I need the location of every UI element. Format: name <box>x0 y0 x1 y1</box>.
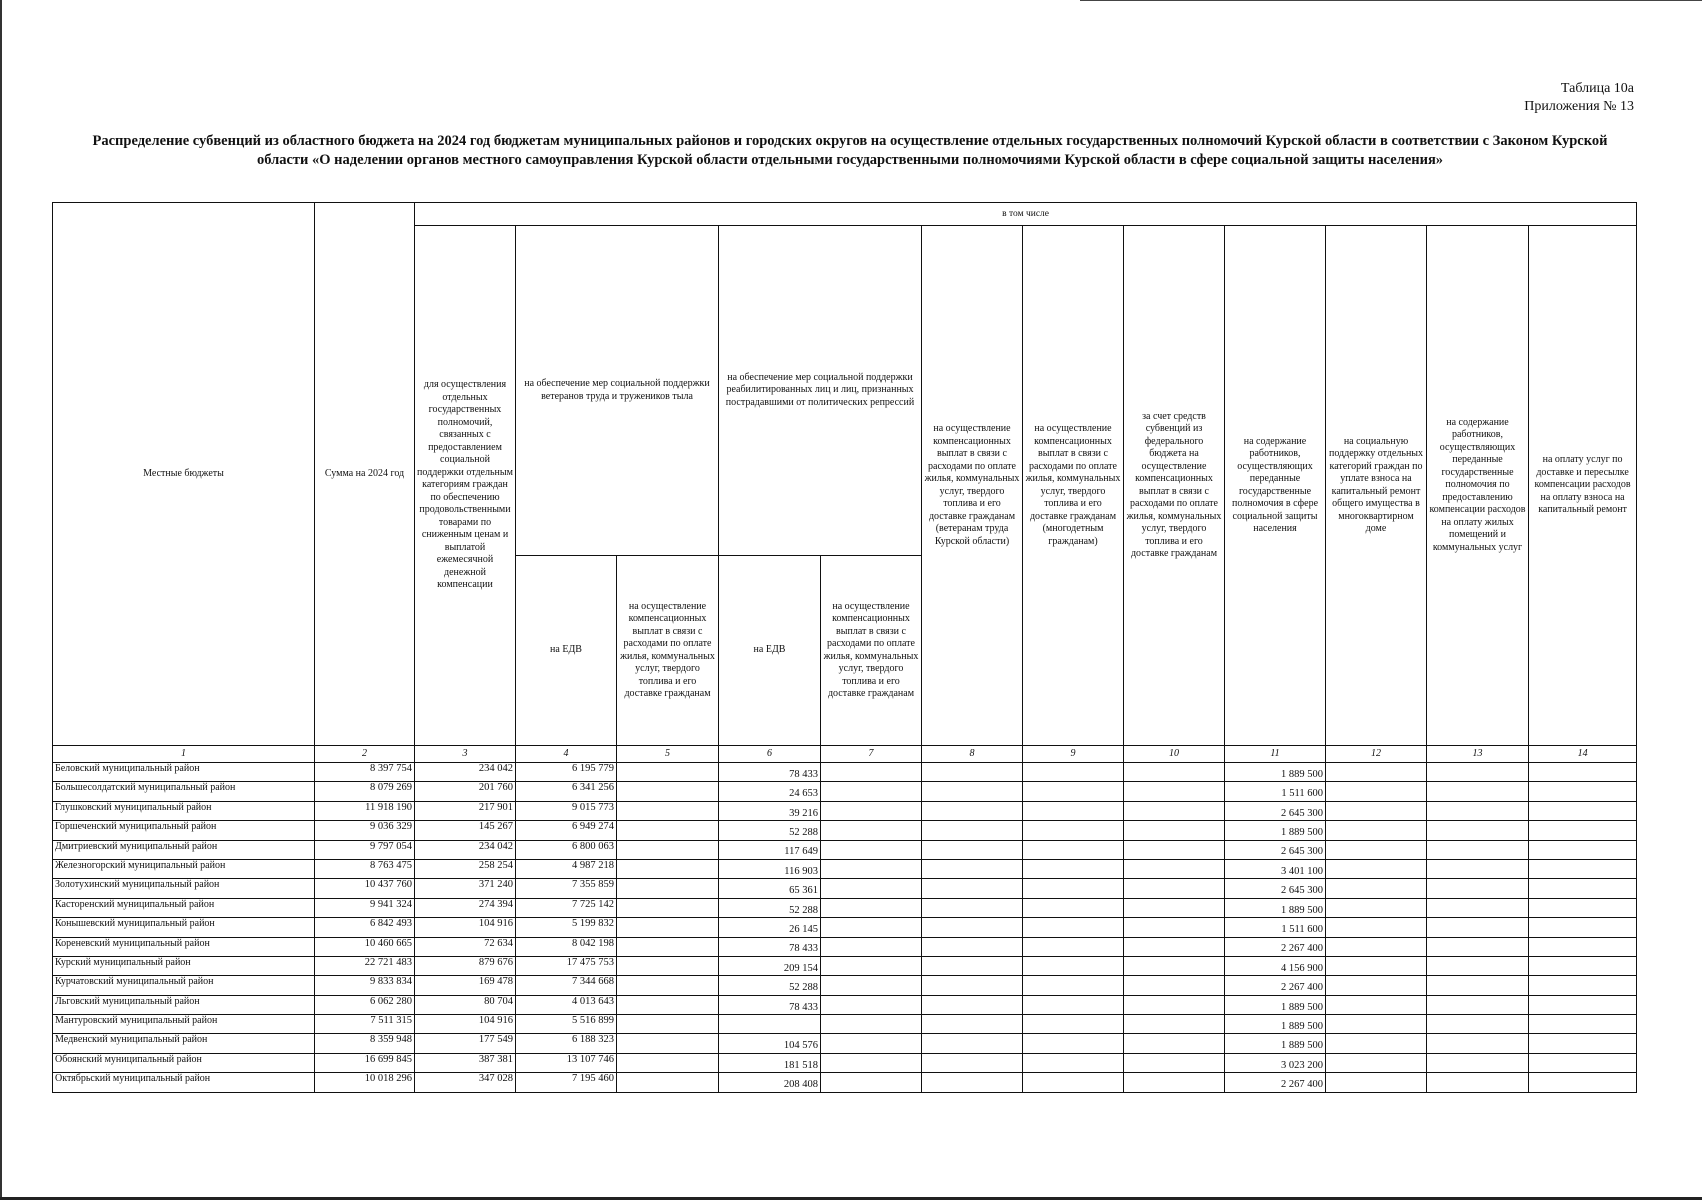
cell-col-7 <box>821 995 922 1014</box>
cell-col-9 <box>1023 956 1124 975</box>
cell-col-8 <box>922 937 1023 956</box>
cell-col-12 <box>1326 859 1427 878</box>
cell-col-10 <box>1124 898 1225 917</box>
table-row <box>53 898 1637 917</box>
table-body <box>53 763 1637 1093</box>
cell-col-10 <box>1124 1015 1225 1034</box>
cell-col-13 <box>1427 1053 1529 1072</box>
table-row <box>53 1073 1637 1092</box>
table-row <box>53 821 1637 840</box>
cell-col-7 <box>821 763 922 782</box>
cell-col-14 <box>1529 801 1637 820</box>
cell-col-13 <box>1427 859 1529 878</box>
cell-col-9 <box>1023 801 1124 820</box>
cell-col-5 <box>617 976 719 995</box>
cell-col-5 <box>617 956 719 975</box>
cell-col-12 <box>1326 898 1427 917</box>
column-number-row <box>53 746 1637 763</box>
cell-municipality: Дмитриевский муниципальный район <box>53 840 315 859</box>
cell-col-12 <box>1326 801 1427 820</box>
cell-col-12 <box>1326 763 1427 782</box>
cell-col-4: 13 107 746 <box>516 1053 617 1072</box>
cell-sum-2024: 10 437 760 <box>315 879 415 898</box>
cell-col-7 <box>821 1053 922 1072</box>
cell-col-4: 6 195 779 <box>516 763 617 782</box>
cell-col-3: 169 478 <box>415 976 516 995</box>
cell-col-12 <box>1326 956 1427 975</box>
cell-municipality: Конышевский муниципальный район <box>53 918 315 937</box>
subvention-table <box>52 202 1637 1093</box>
cell-col-8 <box>922 879 1023 898</box>
cell-col-7 <box>821 1034 922 1053</box>
scan-left-edge <box>0 0 2 1200</box>
cell-col-3: 234 042 <box>415 763 516 782</box>
cell-col-6: 117 649 <box>719 840 821 859</box>
cell-sum-2024: 6 842 493 <box>315 918 415 937</box>
table-reference <box>1524 80 1634 116</box>
cell-col-14 <box>1529 821 1637 840</box>
cell-col-11: 1 889 500 <box>1225 763 1326 782</box>
cell-col-6: 116 903 <box>719 859 821 878</box>
cell-col-13 <box>1427 1015 1529 1034</box>
cell-sum-2024: 8 079 269 <box>315 782 415 801</box>
cell-col-7 <box>821 782 922 801</box>
cell-col-9 <box>1023 821 1124 840</box>
cell-col-14 <box>1529 937 1637 956</box>
column-number: 12 <box>1326 746 1427 763</box>
cell-sum-2024: 11 918 190 <box>315 801 415 820</box>
cell-col-6: 24 653 <box>719 782 821 801</box>
cell-col-6: 209 154 <box>719 956 821 975</box>
cell-municipality: Беловский муниципальный район <box>53 763 315 782</box>
cell-col-12 <box>1326 1073 1427 1092</box>
cell-col-14 <box>1529 840 1637 859</box>
cell-sum-2024: 9 941 324 <box>315 898 415 917</box>
cell-col-5 <box>617 898 719 917</box>
cell-col-8 <box>922 763 1023 782</box>
cell-col-5 <box>617 801 719 820</box>
cell-col-13 <box>1427 995 1529 1014</box>
cell-col-8 <box>922 995 1023 1014</box>
cell-col-12 <box>1326 937 1427 956</box>
cell-col-7 <box>821 801 922 820</box>
cell-municipality: Льговский муниципальный район <box>53 995 315 1014</box>
cell-col-13 <box>1427 918 1529 937</box>
cell-col-8 <box>922 821 1023 840</box>
appendix-number: Приложения № 13 <box>1524 99 1634 114</box>
cell-municipality: Большесолдатский муниципальный район <box>53 782 315 801</box>
column-number: 6 <box>719 746 821 763</box>
cell-col-6: 39 216 <box>719 801 821 820</box>
cell-col-7 <box>821 918 922 937</box>
cell-col-10 <box>1124 918 1225 937</box>
table-row <box>53 976 1637 995</box>
cell-col-9 <box>1023 840 1124 859</box>
scan-top-edge <box>1080 0 1702 1</box>
cell-col-13 <box>1427 801 1529 820</box>
cell-col-12 <box>1326 918 1427 937</box>
column-number: 5 <box>617 746 719 763</box>
cell-col-14 <box>1529 1015 1637 1034</box>
cell-col-6: 208 408 <box>719 1073 821 1092</box>
cell-col-8 <box>922 782 1023 801</box>
header-col-3: для осуществления отдельных государственных полномочий, связанных с предоставлением социальной поддержки отдельным категориям граждан по обеспечению продовольственными товарами по сниженным ценам и выплатой ежемесячной денежной компенсации <box>415 226 516 746</box>
column-number: 7 <box>821 746 922 763</box>
table-row <box>53 1034 1637 1053</box>
cell-col-13 <box>1427 879 1529 898</box>
cell-municipality: Обоянский муниципальный район <box>53 1053 315 1072</box>
cell-col-4: 6 949 274 <box>516 821 617 840</box>
cell-col-10 <box>1124 937 1225 956</box>
cell-col-12 <box>1326 782 1427 801</box>
cell-col-6: 65 361 <box>719 879 821 898</box>
cell-col-11: 1 889 500 <box>1225 1015 1326 1034</box>
cell-col-6: 78 433 <box>719 763 821 782</box>
cell-col-8 <box>922 859 1023 878</box>
header-col-11: на содержание работников, осуществляющих переданные государственные полномочия в сфере социальной защиты населения <box>1225 226 1326 746</box>
cell-col-13 <box>1427 956 1529 975</box>
cell-col-11: 2 645 300 <box>1225 879 1326 898</box>
header-col-4-edv: на ЕДВ <box>516 556 617 746</box>
cell-col-5 <box>617 1015 719 1034</box>
cell-municipality: Касторенский муниципальный район <box>53 898 315 917</box>
cell-col-14 <box>1529 976 1637 995</box>
cell-col-3: 104 916 <box>415 1015 516 1034</box>
cell-col-9 <box>1023 879 1124 898</box>
cell-col-12 <box>1326 976 1427 995</box>
cell-col-9 <box>1023 763 1124 782</box>
cell-sum-2024: 9 833 834 <box>315 976 415 995</box>
cell-col-13 <box>1427 763 1529 782</box>
cell-sum-2024: 9 797 054 <box>315 840 415 859</box>
cell-col-3: 258 254 <box>415 859 516 878</box>
cell-col-10 <box>1124 782 1225 801</box>
cell-municipality: Мантуровский муниципальный район <box>53 1015 315 1034</box>
cell-sum-2024: 6 062 280 <box>315 995 415 1014</box>
cell-municipality: Медвенский муниципальный район <box>53 1034 315 1053</box>
cell-col-11: 1 511 600 <box>1225 918 1326 937</box>
cell-col-8 <box>922 1015 1023 1034</box>
cell-col-11: 2 267 400 <box>1225 1073 1326 1092</box>
table-row <box>53 859 1637 878</box>
cell-col-4: 8 042 198 <box>516 937 617 956</box>
cell-col-11: 2 645 300 <box>1225 801 1326 820</box>
cell-col-9 <box>1023 1034 1124 1053</box>
cell-col-9 <box>1023 898 1124 917</box>
header-col-9: на осуществление компенсационных выплат в связи с расходами по оплате жилья, коммунальных услуг, твердого топлива и его доставке гражданам (многодетным гражданам) <box>1023 226 1124 746</box>
cell-col-6: 181 518 <box>719 1053 821 1072</box>
cell-col-13 <box>1427 1034 1529 1053</box>
cell-col-4: 5 199 832 <box>516 918 617 937</box>
cell-municipality: Золотухинский муниципальный район <box>53 879 315 898</box>
cell-col-7 <box>821 956 922 975</box>
header-col-14: на оплату услуг по доставке и пересылке компенсации расходов на оплату взноса на капитальный ремонт <box>1529 226 1637 746</box>
column-number: 8 <box>922 746 1023 763</box>
cell-col-12 <box>1326 879 1427 898</box>
cell-col-10 <box>1124 956 1225 975</box>
cell-col-8 <box>922 801 1023 820</box>
cell-col-6: 52 288 <box>719 821 821 840</box>
cell-sum-2024: 7 511 315 <box>315 1015 415 1034</box>
table-row <box>53 918 1637 937</box>
table-row <box>53 801 1637 820</box>
cell-col-10 <box>1124 840 1225 859</box>
cell-col-6: 52 288 <box>719 976 821 995</box>
cell-col-3: 145 267 <box>415 821 516 840</box>
cell-municipality: Октябрьский муниципальный район <box>53 1073 315 1092</box>
cell-col-6 <box>719 1015 821 1034</box>
cell-col-14 <box>1529 898 1637 917</box>
cell-col-3: 347 028 <box>415 1073 516 1092</box>
cell-col-3: 217 901 <box>415 801 516 820</box>
table-row <box>53 840 1637 859</box>
cell-col-12 <box>1326 1015 1427 1034</box>
cell-col-11: 1 511 600 <box>1225 782 1326 801</box>
cell-col-13 <box>1427 937 1529 956</box>
cell-col-12 <box>1326 840 1427 859</box>
cell-col-14 <box>1529 1053 1637 1072</box>
cell-sum-2024: 22 721 483 <box>315 956 415 975</box>
cell-col-12 <box>1326 1053 1427 1072</box>
cell-col-11: 2 645 300 <box>1225 840 1326 859</box>
header-col-6-edv: на ЕДВ <box>719 556 821 746</box>
cell-col-7 <box>821 840 922 859</box>
cell-col-7 <box>821 821 922 840</box>
cell-col-10 <box>1124 879 1225 898</box>
cell-col-5 <box>617 1053 719 1072</box>
column-number: 10 <box>1124 746 1225 763</box>
cell-municipality: Курчатовский муниципальный район <box>53 976 315 995</box>
column-number: 14 <box>1529 746 1637 763</box>
cell-col-3: 274 394 <box>415 898 516 917</box>
cell-col-11: 1 889 500 <box>1225 1034 1326 1053</box>
cell-col-11: 4 156 900 <box>1225 956 1326 975</box>
table-row <box>53 956 1637 975</box>
cell-col-10 <box>1124 1034 1225 1053</box>
cell-col-5 <box>617 1034 719 1053</box>
cell-col-4: 7 725 142 <box>516 898 617 917</box>
document-title: Распределение субвенций из областного бюджета на 2024 год бюджетам муниципальных районов и городских округов на осуществление отдельных государственных полномочий Курской области в соответствии с Законом Курской области «О наделении органов местного самоуправления Курской области отдельными государственными полномочиями Курской области в сфере социальной защиты населения» <box>92 133 1608 168</box>
cell-col-11: 2 267 400 <box>1225 976 1326 995</box>
cell-col-4: 7 344 668 <box>516 976 617 995</box>
cell-col-4: 6 800 063 <box>516 840 617 859</box>
header-including: в том числе <box>415 203 1637 226</box>
cell-col-12 <box>1326 995 1427 1014</box>
header-local-budgets: Местные бюджеты <box>53 203 315 746</box>
column-number: 11 <box>1225 746 1326 763</box>
cell-col-10 <box>1124 859 1225 878</box>
cell-col-6: 26 145 <box>719 918 821 937</box>
cell-col-14 <box>1529 782 1637 801</box>
cell-col-9 <box>1023 859 1124 878</box>
cell-municipality: Горшеченский муниципальный район <box>53 821 315 840</box>
table-row <box>53 782 1637 801</box>
cell-col-13 <box>1427 976 1529 995</box>
cell-col-7 <box>821 879 922 898</box>
cell-col-10 <box>1124 821 1225 840</box>
cell-col-3: 72 634 <box>415 937 516 956</box>
cell-col-13 <box>1427 840 1529 859</box>
cell-col-8 <box>922 956 1023 975</box>
cell-col-5 <box>617 937 719 956</box>
cell-col-8 <box>922 918 1023 937</box>
column-number: 13 <box>1427 746 1529 763</box>
cell-col-14 <box>1529 879 1637 898</box>
cell-sum-2024: 10 460 665 <box>315 937 415 956</box>
header-col-5-compensation: на осуществление компенсационных выплат в связи с расходами по оплате жилья, коммунальных услуг, твердого топлива и его доставке гражданам <box>617 556 719 746</box>
cell-col-14 <box>1529 1034 1637 1053</box>
cell-col-6: 78 433 <box>719 937 821 956</box>
cell-col-10 <box>1124 763 1225 782</box>
cell-col-3: 879 676 <box>415 956 516 975</box>
cell-col-5 <box>617 995 719 1014</box>
cell-sum-2024: 8 359 948 <box>315 1034 415 1053</box>
table-number: Таблица 10а <box>1560 81 1634 96</box>
header-sum-2024: Сумма на 2024 год <box>315 203 415 746</box>
cell-col-11: 1 889 500 <box>1225 821 1326 840</box>
column-number: 3 <box>415 746 516 763</box>
cell-col-13 <box>1427 1073 1529 1092</box>
table-row <box>53 763 1637 782</box>
cell-col-4: 6 188 323 <box>516 1034 617 1053</box>
cell-municipality: Кореневский муниципальный район <box>53 937 315 956</box>
cell-col-7 <box>821 1073 922 1092</box>
cell-municipality: Глушковский муниципальный район <box>53 801 315 820</box>
cell-col-9 <box>1023 995 1124 1014</box>
cell-col-13 <box>1427 782 1529 801</box>
cell-col-5 <box>617 763 719 782</box>
cell-col-8 <box>922 1053 1023 1072</box>
cell-col-14 <box>1529 1073 1637 1092</box>
cell-col-11: 3 023 200 <box>1225 1053 1326 1072</box>
cell-col-6: 78 433 <box>719 995 821 1014</box>
table-row <box>53 937 1637 956</box>
cell-col-5 <box>617 859 719 878</box>
cell-col-9 <box>1023 937 1124 956</box>
cell-col-9 <box>1023 918 1124 937</box>
cell-col-4: 7 355 859 <box>516 879 617 898</box>
cell-col-3: 201 760 <box>415 782 516 801</box>
cell-col-13 <box>1427 898 1529 917</box>
cell-col-3: 234 042 <box>415 840 516 859</box>
cell-col-3: 177 549 <box>415 1034 516 1053</box>
cell-col-14 <box>1529 918 1637 937</box>
column-number: 1 <box>53 746 315 763</box>
cell-col-4: 17 475 753 <box>516 956 617 975</box>
header-col-8: на осуществление компенсационных выплат в связи с расходами по оплате жилья, коммунальных услуг, твердого топлива и его доставке гражданам (ветеранам труда Курской области) <box>922 226 1023 746</box>
cell-col-12 <box>1326 821 1427 840</box>
header-group-rehabilitated: на обеспечение мер социальной поддержки реабилитированных лиц и лиц, признанных пострадавшими от политических репрессий <box>719 226 922 556</box>
cell-col-4: 9 015 773 <box>516 801 617 820</box>
cell-col-9 <box>1023 976 1124 995</box>
cell-col-3: 104 916 <box>415 918 516 937</box>
cell-col-8 <box>922 898 1023 917</box>
cell-col-7 <box>821 1015 922 1034</box>
cell-col-9 <box>1023 782 1124 801</box>
header-col-7-compensation: на осуществление компенсационных выплат в связи с расходами по оплате жилья, коммунальных услуг, твердого топлива и его доставке гражданам <box>821 556 922 746</box>
cell-col-10 <box>1124 1053 1225 1072</box>
cell-col-14 <box>1529 956 1637 975</box>
cell-col-9 <box>1023 1073 1124 1092</box>
cell-col-3: 387 381 <box>415 1053 516 1072</box>
cell-col-8 <box>922 840 1023 859</box>
cell-sum-2024: 9 036 329 <box>315 821 415 840</box>
column-number: 2 <box>315 746 415 763</box>
cell-col-14 <box>1529 763 1637 782</box>
cell-col-9 <box>1023 1053 1124 1072</box>
table-row <box>53 995 1637 1014</box>
header-col-12: на социальную поддержку отдельных категорий граждан по уплате взноса на капитальный ремонт общего имущества в многоквартирном доме <box>1326 226 1427 746</box>
cell-col-8 <box>922 976 1023 995</box>
cell-col-4: 4 013 643 <box>516 995 617 1014</box>
header-col-10: за счет средств субвенций из федерального бюджета на осуществление компенсационных выплат в связи с расходами по оплате жилья, коммунальных услуг, твердого топлива и его доставке гражданам <box>1124 226 1225 746</box>
cell-col-3: 80 704 <box>415 995 516 1014</box>
cell-col-6: 52 288 <box>719 898 821 917</box>
cell-col-4: 4 987 218 <box>516 859 617 878</box>
cell-col-5 <box>617 782 719 801</box>
cell-col-5 <box>617 879 719 898</box>
cell-col-5 <box>617 1073 719 1092</box>
cell-col-7 <box>821 898 922 917</box>
cell-col-10 <box>1124 995 1225 1014</box>
cell-sum-2024: 8 763 475 <box>315 859 415 878</box>
cell-col-5 <box>617 821 719 840</box>
cell-col-3: 371 240 <box>415 879 516 898</box>
cell-col-11: 3 401 100 <box>1225 859 1326 878</box>
table-row <box>53 879 1637 898</box>
cell-municipality: Железногорский муниципальный район <box>53 859 315 878</box>
header-col-13: на содержание работников, осуществляющих переданные государственные полномочия по предоставлению компенсации расходов на оплату жилых помещений и коммунальных услуг <box>1427 226 1529 746</box>
cell-col-5 <box>617 918 719 937</box>
header-group-veterans: на обеспечение мер социальной поддержки ветеранов труда и тружеников тыла <box>516 226 719 556</box>
cell-col-5 <box>617 840 719 859</box>
cell-col-13 <box>1427 821 1529 840</box>
cell-col-11: 2 267 400 <box>1225 937 1326 956</box>
cell-col-11: 1 889 500 <box>1225 995 1326 1014</box>
cell-col-7 <box>821 937 922 956</box>
cell-col-4: 7 195 460 <box>516 1073 617 1092</box>
cell-col-4: 5 516 899 <box>516 1015 617 1034</box>
cell-col-14 <box>1529 859 1637 878</box>
cell-col-7 <box>821 859 922 878</box>
cell-sum-2024: 10 018 296 <box>315 1073 415 1092</box>
cell-municipality: Курский муниципальный район <box>53 956 315 975</box>
cell-col-4: 6 341 256 <box>516 782 617 801</box>
cell-col-7 <box>821 976 922 995</box>
column-number: 4 <box>516 746 617 763</box>
cell-col-6: 104 576 <box>719 1034 821 1053</box>
cell-col-11: 1 889 500 <box>1225 898 1326 917</box>
cell-col-9 <box>1023 1015 1124 1034</box>
cell-col-10 <box>1124 801 1225 820</box>
cell-col-10 <box>1124 976 1225 995</box>
cell-col-12 <box>1326 1034 1427 1053</box>
cell-col-8 <box>922 1073 1023 1092</box>
cell-col-8 <box>922 1034 1023 1053</box>
cell-sum-2024: 16 699 845 <box>315 1053 415 1072</box>
table-row <box>53 1015 1637 1034</box>
column-number: 9 <box>1023 746 1124 763</box>
cell-col-10 <box>1124 1073 1225 1092</box>
cell-sum-2024: 8 397 754 <box>315 763 415 782</box>
table-row <box>53 1053 1637 1072</box>
cell-col-14 <box>1529 995 1637 1014</box>
